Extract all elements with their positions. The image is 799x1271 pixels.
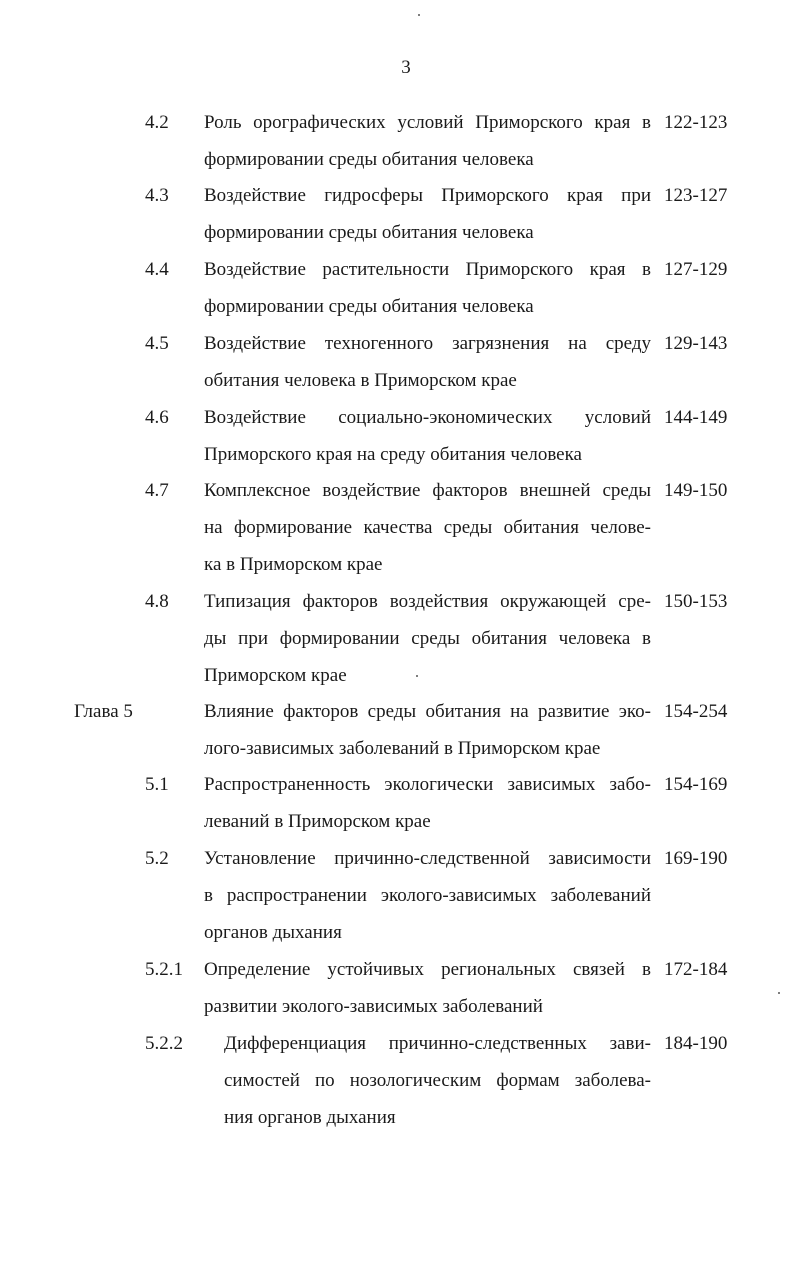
toc-entry-pages: 154-169	[664, 774, 728, 795]
toc-entry-title	[204, 251, 651, 325]
toc-entry-number: 4.6	[145, 407, 169, 428]
toc-entry-title	[204, 104, 651, 178]
toc-entry-title-line: развитии эколого-зависимых заболеваний	[204, 996, 543, 1017]
toc-entry-pages: 150-153	[664, 591, 728, 612]
toc-entry-title-line: Воздействие растительности Приморского края в	[204, 259, 651, 280]
toc-entry-title-line: обитания человека в Приморском крае	[204, 370, 517, 391]
toc-entry-pages: 149-150	[664, 480, 728, 501]
toc-entry-title-line: Типизация факторов воздействия окружающей сре-	[204, 591, 651, 612]
toc-entry-title-line: лого-зависимых заболеваний в Приморском крае	[204, 738, 601, 759]
toc-entry-number: 4.2	[145, 112, 169, 133]
toc-entry-number: 4.8	[145, 591, 169, 612]
toc-entry-title-line: Дифференциация причинно-следственных зави-	[224, 1033, 651, 1054]
toc-entry-title	[204, 840, 651, 951]
toc-entry-title-line: Комплексное воздействие факторов внешней среды	[204, 480, 651, 501]
toc-entry-pages: 123-127	[664, 185, 728, 206]
toc-entry-title-line: в распространении эколого-зависимых заболеваний	[204, 885, 651, 906]
toc-entry-number: 5.2.2	[145, 1033, 183, 1054]
toc-entry-title-line: ка в Приморском крае	[204, 554, 383, 575]
scan-speck	[778, 992, 780, 994]
toc-entry-number: 4.3	[145, 185, 169, 206]
toc-entry-title	[204, 472, 651, 583]
toc-entry-title-line: Влияние факторов среды обитания на развитие эко-	[204, 701, 651, 722]
toc-entry-title	[204, 399, 651, 473]
toc-entry-title-line: леваний в Приморском крае	[204, 811, 431, 832]
toc-entry-title	[204, 766, 651, 840]
toc-entry-title-line: Приморском крае	[204, 665, 347, 686]
scan-speck	[418, 14, 420, 16]
toc-entry-number: 4.5	[145, 333, 169, 354]
toc-entry-title-line: Воздействие техногенного загрязнения на среду	[204, 333, 651, 354]
toc-entry-number: Глава 5	[74, 701, 133, 722]
toc-entry-title-line: Воздействие гидросферы Приморского края при	[204, 185, 651, 206]
toc-entry-pages: 184-190	[664, 1033, 728, 1054]
toc-entry-pages: 122-123	[664, 112, 728, 133]
toc-entry-pages: 154-254	[664, 701, 728, 722]
toc-entry-pages: 172-184	[664, 959, 728, 980]
toc-entry-pages: 169-190	[664, 848, 728, 869]
toc-entry-title-line: Распространенность экологически зависимых забо-	[204, 774, 651, 795]
toc-entry-title	[204, 693, 651, 767]
toc-entry-title	[204, 583, 651, 694]
toc-entry-number: 5.1	[145, 774, 169, 795]
toc-entry-pages: 129-143	[664, 333, 728, 354]
toc-entry-title-line: Воздействие социально-экономических условий	[204, 407, 651, 428]
page-number: 3	[401, 57, 411, 78]
toc-entry-number: 5.2	[145, 848, 169, 869]
toc-entry-number: 5.2.1	[145, 959, 183, 980]
toc-entry-title-line: Роль орографических условий Приморского края в	[204, 112, 651, 133]
toc-entry-pages: 144-149	[664, 407, 728, 428]
toc-entry-title-line: Приморского края на среду обитания человека	[204, 444, 582, 465]
toc-entry-title-line: формировании среды обитания человека	[204, 222, 534, 243]
toc-entry-title	[224, 1025, 651, 1136]
toc-entry-title-line: ды при формировании среды обитания человека в	[204, 628, 651, 649]
toc-entry-title-line: органов дыхания	[204, 922, 342, 943]
toc-entry-title	[204, 951, 651, 1025]
toc-entry-number: 4.7	[145, 480, 169, 501]
toc-entry-title	[204, 325, 651, 399]
toc-entry-title-line: формировании среды обитания человека	[204, 149, 534, 170]
toc-entry-number: 4.4	[145, 259, 169, 280]
toc-entry-title-line: ния органов дыхания	[224, 1107, 396, 1128]
toc-entry-title-line: на формирование качества среды обитания челове-	[204, 517, 651, 538]
toc-entry-title-line: симостей по нозологическим формам заболева-	[224, 1070, 651, 1091]
toc-entry-title-line: Определение устойчивых региональных связей в	[204, 959, 651, 980]
toc-entry-pages: 127-129	[664, 259, 728, 280]
toc-entry-title-line: формировании среды обитания человека	[204, 296, 534, 317]
toc-entry-title	[204, 177, 651, 251]
toc-entry-title-line: Установление причинно-следственной зависимости	[204, 848, 651, 869]
